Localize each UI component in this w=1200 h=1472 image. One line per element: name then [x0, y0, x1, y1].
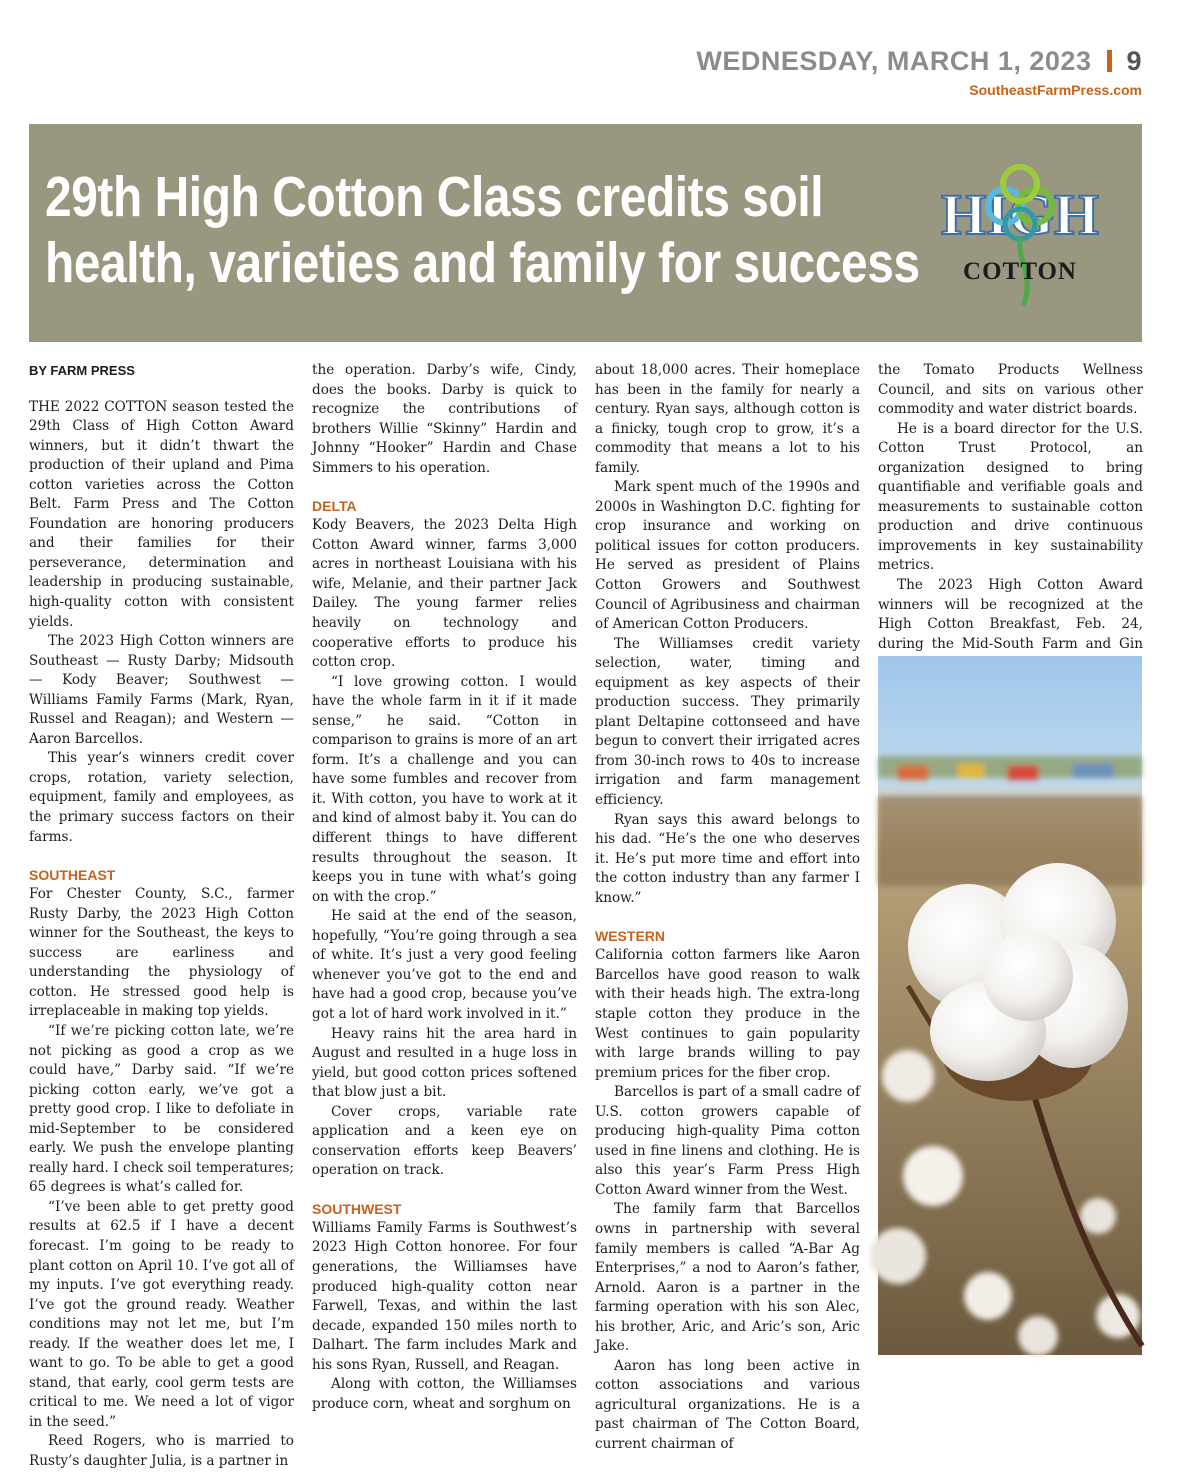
- divider-bar: [1107, 50, 1112, 72]
- section-heading-southwest: SOUTHWEST: [312, 1200, 402, 1217]
- paragraph: Williams Family Farms is Southwest’s 2023 High Cotton honoree. For four generations, the Williamses have produced high-quality cotton near Farwell, Texas, and within the last decade, expanded 150 miles north to Dalhart. The farm includes Mark and his sons Ryan, Russell, and Reagan.: [312, 1219, 577, 1373]
- page-date: [696, 46, 1142, 77]
- paragraph: about 18,000 acres. Their homeplace has been in the family for nearly a century. Ryan says, although cotton is a finicky, tough crop to grow, it’s a commodity that means a lot to his family.: [595, 362, 860, 476]
- paragraph: Ryan says this award belongs to his dad. “He’s the one who deserves it. He’s put more time and effort into the cotton industry than any farmer I know.”: [595, 811, 860, 906]
- paragraph: Heavy rains hit the area hard in August and resulted in a huge loss in yield, but good cotton prices softened that blow just a bit.: [312, 1025, 577, 1101]
- headline-banner: [29, 124, 1142, 342]
- paragraph: “I love growing cotton. I would have the whole farm in it if it made sense,” he said. “Cotton in comparison to grains is more of an art form. It’s a challenge and you can have some fumbles and recover from it. With cotton, you have to work at it and kind of almost baby it. You can do different things to have different results throughout the season. It keeps you in tune with what’s going on with the crop.”: [312, 673, 577, 905]
- high-cotton-logo: [941, 156, 1099, 316]
- logo-top-text: HIGH: [941, 182, 1099, 247]
- paragraph: Mark spent much of the 1990s and 2000s in Washington D.C. fighting for crop insurance and working on political issues for cotton producers. He served as president of Plains Cotton Growers and Southwest Council of Agribusiness and chairman of American Cotton Producers.: [595, 479, 860, 633]
- paragraph: Along with cotton, the Williamses produce corn, wheat and sorghum on: [312, 1376, 577, 1412]
- paragraph: “If we’re picking cotton late, we’re not picking as good a crop as we could have,” Darby said. “If we’re picking cotton early, we’ve got a pretty good crop. I like to defoliate in mid-September to be considered early. We push the envelope planting really hard. I check soil temperatures; 65 degrees is what’s called for.: [29, 1022, 294, 1196]
- cotton-boll-photo: [878, 656, 1142, 1355]
- paragraph: Cover crops, variable rate application and a keen eye on conservation efforts keep Beavers’ operation on track.: [312, 1103, 577, 1179]
- paragraph: For Chester County, S.C., farmer Rusty Darby, the 2023 High Cotton winner for the Southeast, the keys to success are earliness and understanding the physiology of cotton. He stressed good help is irreplaceable in making top yields.: [29, 886, 294, 1020]
- page-number: 9: [1126, 46, 1142, 76]
- paragraph: Reed Rogers, who is married to Rusty’s daughter Julia, is a partner in: [29, 1433, 294, 1469]
- section-heading-western: WESTERN: [595, 928, 665, 945]
- section-heading-southeast: SOUTHEAST: [29, 867, 116, 884]
- paragraph: The 2023 High Cotton Award winners will be recognized at the High Cotton Breakfast, Feb. 24, during the Mid-South Farm and Gin: [878, 577, 1143, 652]
- website-link[interactable]: SoutheastFarmPress.com: [969, 82, 1142, 98]
- headline-line-1: 29th High Cotton Class credits soil: [45, 165, 824, 229]
- headline-line-2: health, varieties and family for success: [45, 231, 920, 295]
- column-2: [312, 361, 577, 1414]
- paragraph: The family farm that Barcellos owns in partnership with several family members is called “A-Bar Ag Enterprises,” a nod to Aaron’s father, Arnold. Aaron is a partner in the farming operation with his son Alec, his brother, Aric, and Aric’s son, Aric Jake.: [595, 1201, 860, 1355]
- paragraph: He is a board director for the U.S. Cotton Trust Protocol, an organization designed to bring quantifiable and verifiable goals and measurements to sustainable cotton production and drive continuous improvements in key sustainability metrics.: [878, 420, 1143, 574]
- headline: [45, 164, 920, 296]
- byline: BY FARM PRESS: [29, 363, 135, 378]
- paragraph: Aaron has long been active in cotton associations and various agricultural organizations. He is a past chairman of The Cotton Board, current chairman of: [595, 1357, 860, 1452]
- paragraph: He said at the end of the season, hopefully, “You’re going through a sea of white. It’s just a very good feeling whenever you’ve got to the end and have had a good crop, because you’ve got a lot of hard work involved in it.”: [312, 908, 577, 1022]
- paragraph: “I’ve been able to get pretty good results at 62.5 if I have a decent forecast. I’m going to be ready to plant cotton on April 10. I’ve got all of my inputs. I’ve got everything ready. I’ve got the ground ready. Weather conditions may not let me, but I’m ready. If the weather does let me, I want to go. To be able to get a good stand, that early, cool germ tests are critical to me. We need a lot of vigor in the seed.”: [29, 1198, 294, 1430]
- issue-date: WEDNESDAY, MARCH 1, 2023: [696, 46, 1092, 76]
- paragraph: Kody Beavers, the 2023 Delta High Cotton Award winner, farms 3,000 acres in northeast Louisiana with his wife, Melanie, and their partner Jack Dailey. The young farmer relies heavily on technology and cooperative efforts to produce his cotton crop.: [312, 517, 577, 671]
- paragraph: The Williamses credit variety selection, water, timing and equipment as key aspects of their production success. They primarily plant Deltapine cottonseed and have begun to convert their irrigated acres from 30-inch rows to 40s to increase irrigation and farm management efficiency.: [595, 635, 860, 809]
- column-4: [878, 361, 1143, 674]
- paragraph: Barcellos is part of a small cadre of U.S. cotton growers capable of producing high-quality Pima cotton used in fine linens and clothing. He is also this year’s Farm Press High Cotton Award winner from the West.: [595, 1084, 860, 1198]
- paragraph: This year’s winners credit cover crops, rotation, variety selection, equipment, family and employees, as the primary success factors on their farms.: [29, 750, 294, 845]
- section-heading-delta: DELTA: [312, 498, 357, 515]
- paragraph: the operation. Darby’s wife, Cindy, does the books. Darby is quick to recognize the contributions of brothers Willie “Skinny” Hardin and Johnny “Hooker” Hardin and Chase Simmers to his operation.: [312, 362, 577, 476]
- logo-bottom-text: COTTON: [963, 258, 1077, 285]
- column-3: [595, 361, 860, 1455]
- paragraph: The 2023 High Cotton winners are Southeast — Rusty Darby; Midsouth — Kody Beaver; Southwest — Williams Family Farms (Mark, Ryan, Russel and Reagan); and Western — Aaron Barcellos.: [29, 633, 294, 747]
- paragraph: THE 2022 COTTON season tested the 29th Class of High Cotton Award winners, but it didn’t thwart the production of their upland and Pima cotton varieties across the Cotton Belt. Farm Press and The Cotton Foundation are honoring producers and their families for their perseverance, determination and leadership in producing sustainable, high-quality cotton with consistent yields.: [29, 398, 294, 630]
- column-1: [29, 361, 294, 1472]
- paragraph: California cotton farmers like Aaron Barcellos have good reason to walk with their heads high. The extra-long staple cotton they produce in the West continues to gain popularity with large brands willing to pay premium prices for the fiber crop.: [595, 947, 860, 1081]
- paragraph: the Tomato Products Wellness Council, and sits on various other commodity and water district boards.: [878, 362, 1143, 418]
